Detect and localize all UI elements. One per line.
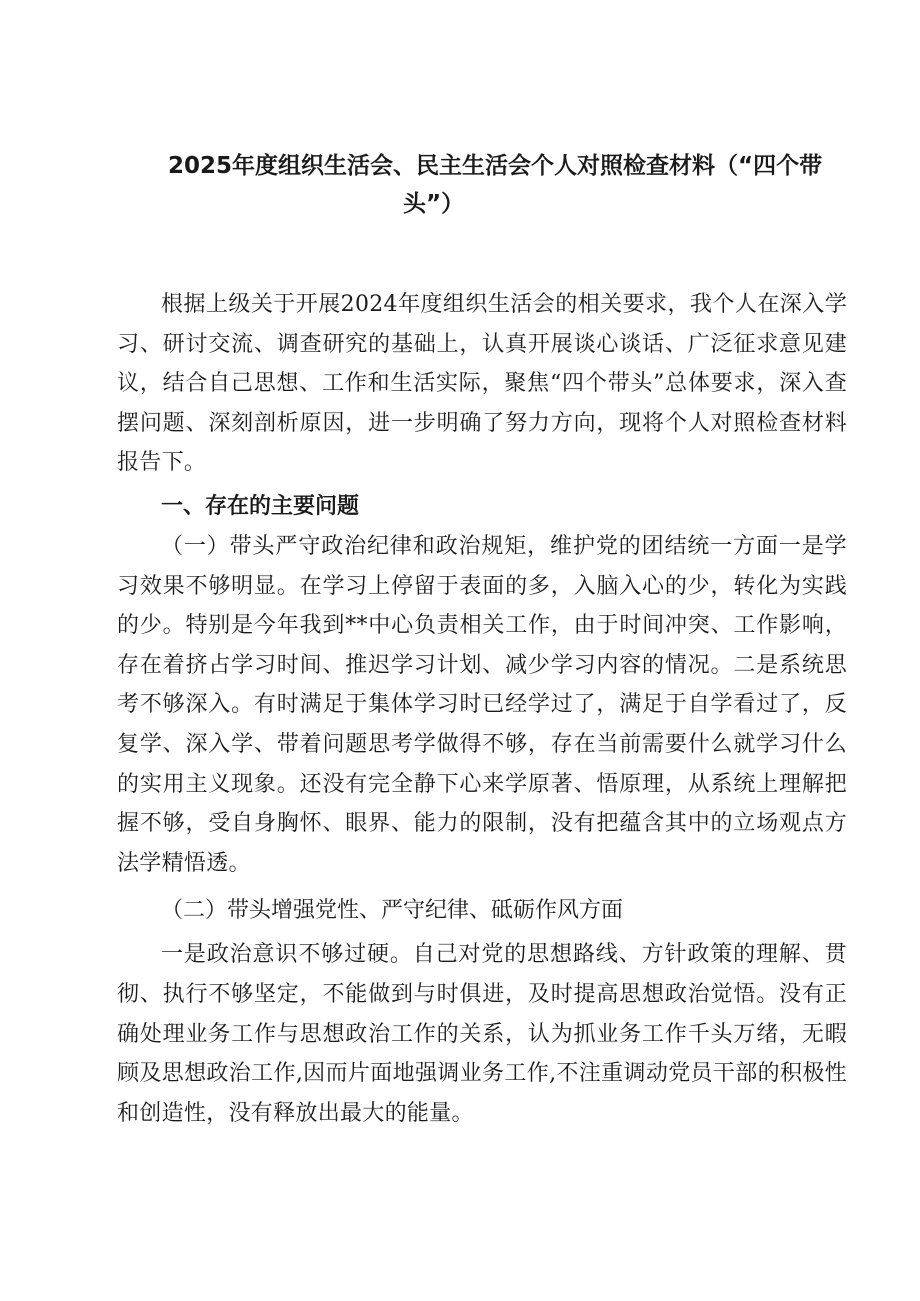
document-title <box>118 150 908 220</box>
section-heading-problems: 一、存在的主要问题 <box>161 493 360 519</box>
intro-paragraph: 根据上级关于开展2024年度组织生活会的相关要求，我个人在深入学习、研讨交流、调查研究的基础上，认真开展谈心谈话、广泛征求意见建议，结合自己思想、工作和生活实际，聚焦“四个带头”总体要求，深入查摆问题、深刻剖析原因，进一步明确了努力方向，现将个人对照检查材料报告下。 <box>117 292 847 476</box>
subsection-2-heading: （二）带头增强党性、严守纪律、砥砺作风方面 <box>161 898 624 924</box>
title-line-2: 头”） <box>403 191 465 217</box>
subsection-1-paragraph: （一）带头严守政治纪律和政治规矩，维护党的团结统一方面一是学习效果不够明显。在学习上停留于表面的多，入脑入心的少，转化为实践的少。特别是今年我到**中心负责相关工作，由于时间冲突、工作影响，存在着挤占学习时间、推迟学习计划、减少学习内容的情况。二是系统思考不够深入。有时满足于集体学习时已经学过了，满足于自学看过了，反复学、深入学、带着问题思考学做得不够，存在当前需要什么就学习什么的实用主义现象。还没有完全静下心来学原著、悟原理，从系统上理解把握不够，受自身胸怀、眼界、能力的限制，没有把蕴含其中的立场观点方法学精悟透。 <box>117 533 847 876</box>
subsection-2-paragraph: 一是政治意识不够过硬。自己对党的思想路线、方针政策的理解、贯彻、执行不够坚定，不能做到与时俱进，及时提高思想政治觉悟。没有正确处理业务工作与思想政治工作的关系，认为抓业务工作千头万绪，无暇顾及思想政治工作,因而片面地强调业务工作,不注重调动党员干部的积极性和创造性，没有释放出最大的能量。 <box>117 942 847 1126</box>
title-line-1: 2025年度组织生活会、民主生活会个人对照检查材料（“四个带 <box>168 153 823 179</box>
document-body <box>117 285 847 1133</box>
